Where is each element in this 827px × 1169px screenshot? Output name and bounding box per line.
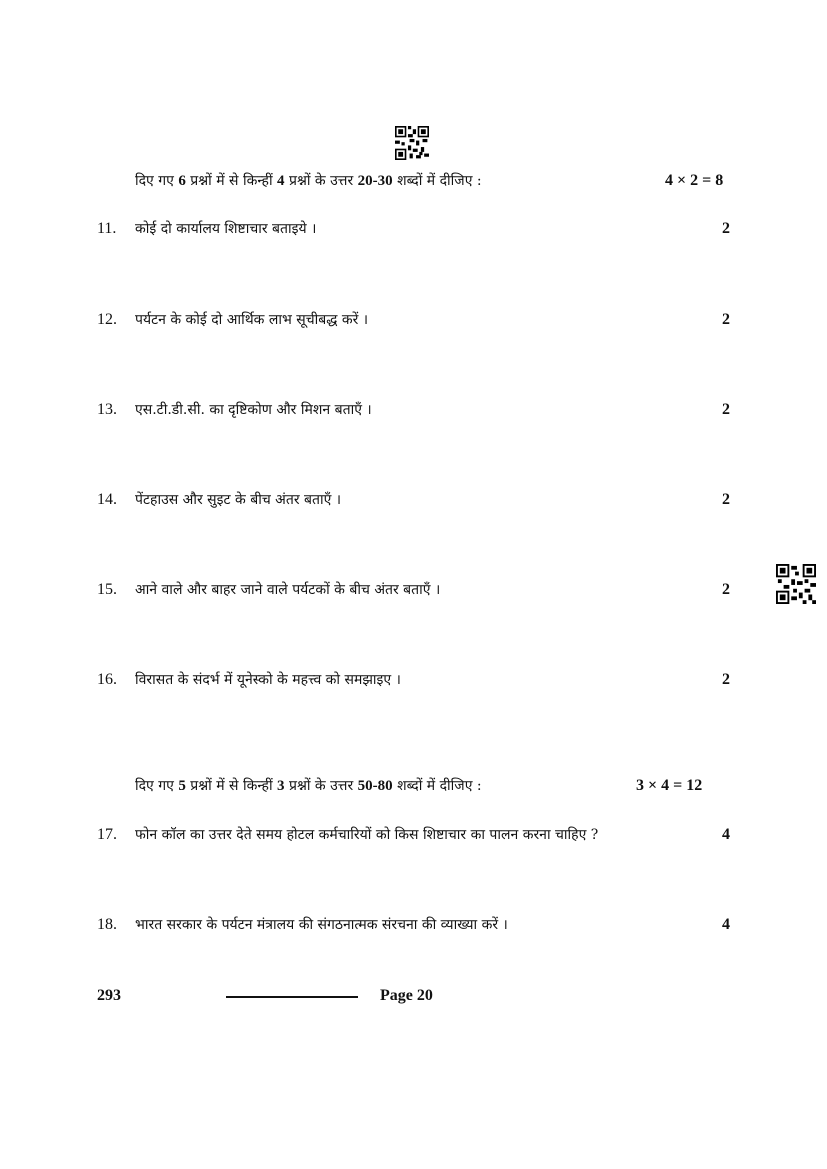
question-marks: 2: [722, 311, 730, 328]
section-b-marks: 3 × 4 = 12: [636, 777, 703, 794]
question-text: एस.टी.डी.सी. का दृष्टिकोण और मिशन बताएँ ।: [135, 402, 372, 418]
question-text: विरासत के संदर्भ में यूनेस्को के महत्त्व को समझाइए ।: [135, 672, 401, 688]
footer-divider: [226, 996, 358, 998]
qr-code-top-icon: [395, 126, 429, 160]
question-marks: 4: [722, 916, 730, 933]
question-number: 18.: [97, 916, 117, 933]
question-marks: 2: [722, 401, 730, 418]
paper-code: 293: [97, 987, 121, 1004]
qr-code-side-icon: [776, 564, 816, 604]
section-b-instruction: दिए गए 5 प्रश्नों में से किन्हीं 3 प्रश्नों के उत्तर 50-80 शब्दों में दीजिए :: [135, 778, 482, 794]
question-marks: 2: [722, 671, 730, 688]
question-number: 16.: [97, 671, 117, 688]
question-number: 11.: [97, 220, 117, 237]
page-number: Page 20: [380, 987, 433, 1004]
question-number: 13.: [97, 401, 117, 418]
question-marks: 4: [722, 826, 730, 843]
question-text: पर्यटन के कोई दो आर्थिक लाभ सूचीबद्ध करें ।: [135, 312, 369, 328]
question-text: फोन कॉल का उत्तर देते समय होटल कर्मचारियों को किस शिष्टाचार का पालन करना चाहिए ?: [135, 827, 599, 843]
question-number: 14.: [97, 491, 117, 508]
section-a-instruction: दिए गए 6 प्रश्नों में से किन्हीं 4 प्रश्नों के उत्तर 20-30 शब्दों में दीजिए :: [135, 173, 482, 189]
section-a-marks: 4 × 2 = 8: [665, 172, 724, 189]
question-marks: 2: [722, 491, 730, 508]
question-marks: 2: [722, 581, 730, 598]
question-text: भारत सरकार के पर्यटन मंत्रालय की संगठनात्मक संरचना की व्याख्या करें ।: [135, 917, 508, 933]
question-marks: 2: [722, 220, 730, 237]
question-text: कोई दो कार्यालय शिष्टाचार बताइये ।: [135, 221, 317, 237]
question-number: 12.: [97, 311, 117, 328]
question-text: आने वाले और बाहर जाने वाले पर्यटकों के बीच अंतर बताएँ ।: [135, 582, 441, 598]
question-number: 15.: [97, 581, 117, 598]
question-text: पेंटहाउस और सुइट के बीच अंतर बताएँ ।: [135, 492, 342, 508]
question-number: 17.: [97, 826, 117, 843]
